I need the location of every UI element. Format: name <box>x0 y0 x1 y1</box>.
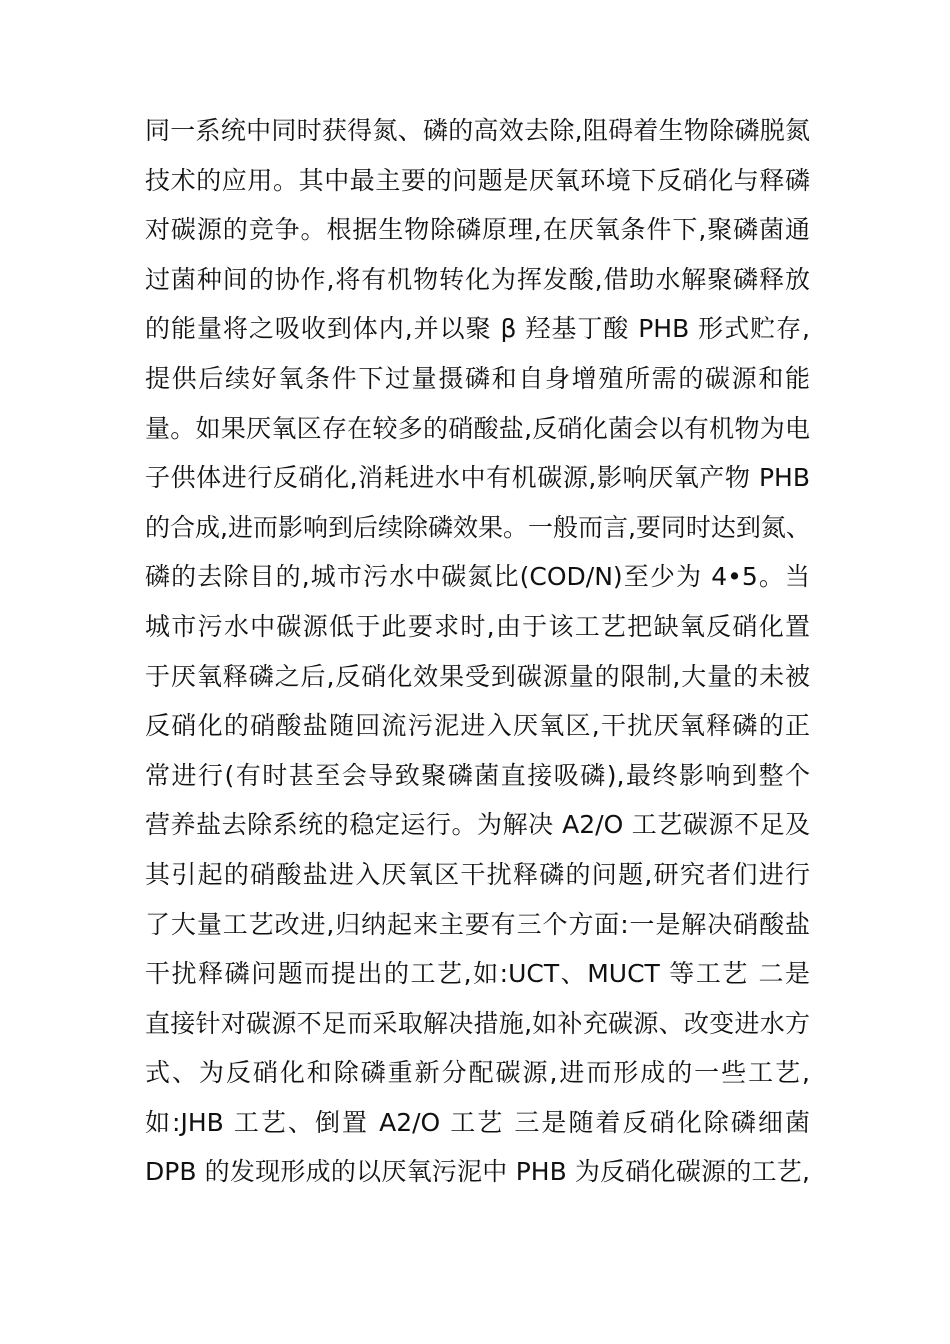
text-line: 同一系统中同时获得氮、磷的高效去除,阻碍着生物除磷脱氮 <box>145 116 810 145</box>
text-line: 的能量将之吸收到体内,并以聚 β 羟基丁酸 PHB 形式贮存, <box>145 314 810 344</box>
text-line: 磷的去除目的,城市污水中碳氮比(COD/N)至少为 4•5。当 <box>145 562 810 592</box>
body-paragraph <box>145 106 810 1197</box>
text-line: 其引起的硝酸盐进入厌氧区干扰释磷的问题,研究者们进行 <box>145 859 810 889</box>
text-line: 技术的应用。其中最主要的问题是厌氧环境下反硝化与释磷 <box>145 165 810 195</box>
text-line: 子供体进行反硝化,消耗进水中有机碳源,影响厌氧产物 PHB <box>145 463 810 493</box>
text-line: 式、为反硝化和除磷重新分配碳源,进而形成的一些工艺, <box>145 1058 810 1088</box>
text-line: 过菌种间的协作,将有机物转化为挥发酸,借助水解聚磷释放 <box>145 264 810 294</box>
text-line: DPB 的发现形成的以厌氧污泥中 PHB 为反硝化碳源的工艺, <box>145 1157 810 1187</box>
text-line: 提供后续好氧条件下过量摄磷和自身增殖所需的碳源和能 <box>145 363 810 393</box>
text-line: 了大量工艺改进,归纳起来主要有三个方面:一是解决硝酸盐 <box>145 909 810 939</box>
text-line: 量。如果厌氧区存在较多的硝酸盐,反硝化菌会以有机物为电 <box>145 413 810 443</box>
text-line: 反硝化的硝酸盐随回流污泥进入厌氧区,干扰厌氧释磷的正 <box>145 711 810 741</box>
text-line: 干扰释磷问题而提出的工艺,如:UCT、MUCT 等工艺 二是 <box>145 959 810 989</box>
text-line: 直接针对碳源不足而采取解决措施,如补充碳源、改变进水方 <box>145 1008 810 1038</box>
text-line: 营养盐去除系统的稳定运行。为解决 A2/O 工艺碳源不足及 <box>145 810 810 840</box>
text-line: 城市污水中碳源低于此要求时,由于该工艺把缺氧反硝化置 <box>145 611 810 641</box>
text-line: 对碳源的竞争。根据生物除磷原理,在厌氧条件下,聚磷菌通 <box>145 215 810 245</box>
text-line: 的合成,进而影响到后续除磷效果。一般而言,要同时达到氮、 <box>145 512 811 542</box>
text-line: 如:JHB 工艺、倒置 A2/O 工艺 三是随着反硝化除磷细菌 <box>145 1107 810 1137</box>
text-line: 常进行(有时甚至会导致聚磷菌直接吸磷),最终影响到整个 <box>145 760 810 790</box>
text-line: 于厌氧释磷之后,反硝化效果受到碳源量的限制,大量的未被 <box>145 661 810 691</box>
